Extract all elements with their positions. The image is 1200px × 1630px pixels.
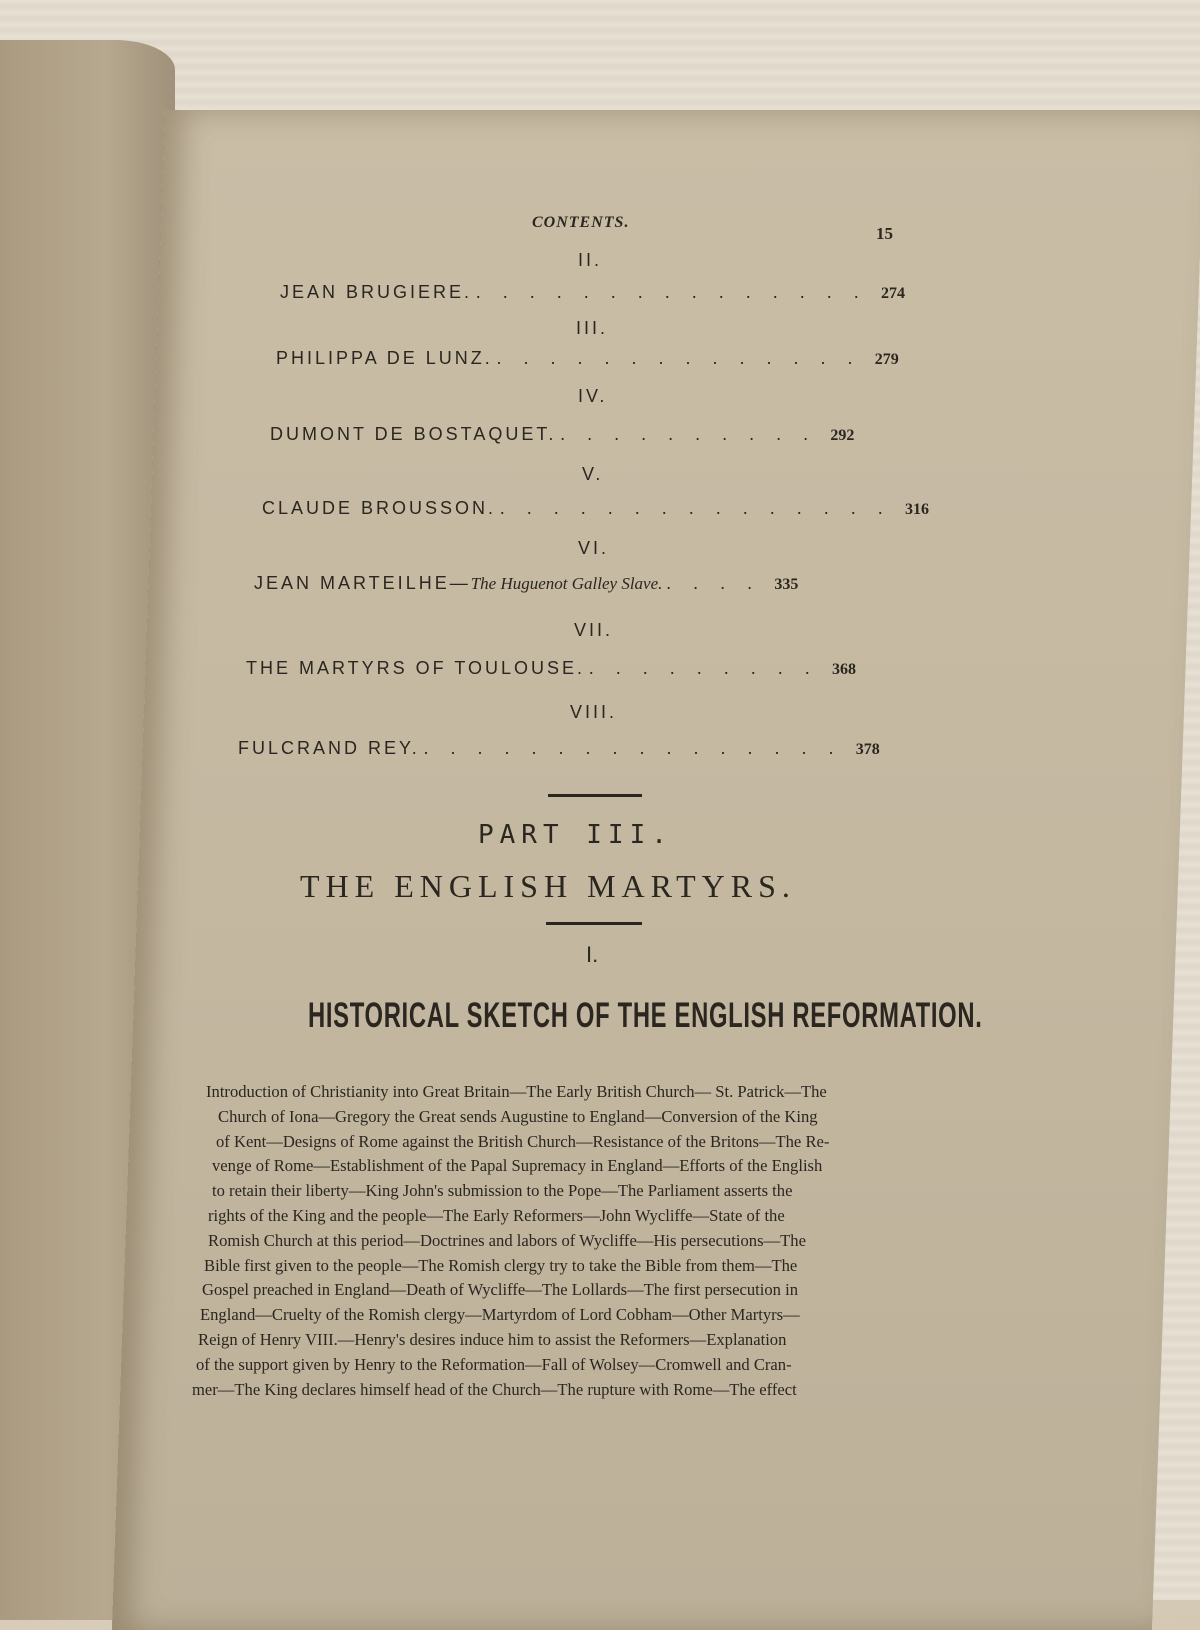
toc-entry xyxy=(280,282,905,303)
summary-line: Bible first given to the people—The Romish clergy try to take the Bible from them—The xyxy=(204,1255,798,1275)
summary-line: Romish Church at this period—Doctrines and labors of Wycliffe—His persecutions—The xyxy=(208,1230,806,1250)
entry-roman: III. xyxy=(576,318,609,338)
chapter-roman: I. xyxy=(586,942,599,967)
entry-page: 274 xyxy=(881,285,906,302)
summary-line: of Kent—Designs of Rome against the British Church—Resistance of the Britons—The Re- xyxy=(216,1131,830,1151)
summary-line: mer—The King declares himself head of the Church—The rupture with Rome—The effect xyxy=(192,1379,797,1399)
summary-line: England—Cruelty of the Romish clergy—Martyrdom of Lord Cobham—Other Martyrs— xyxy=(200,1305,800,1325)
entry-title: JEAN MARTEILHE— xyxy=(254,573,471,593)
entry-title: PHILIPPA DE LUNZ. xyxy=(276,348,493,368)
dot-leader: . . . . . . . . . . . . . . . . xyxy=(423,738,856,758)
dot-leader: . . . . . . . . . . xyxy=(560,424,831,444)
summary-line: to retain their liberty—King John's submission to the Pope—The Parliament asserts the xyxy=(212,1181,793,1201)
dot-leader: . . . . . . . . . . . . . . . xyxy=(500,498,906,518)
toc-entry xyxy=(262,498,929,519)
entry-page: 279 xyxy=(874,351,899,368)
divider-rule xyxy=(546,922,642,925)
toc-entry xyxy=(238,738,880,759)
summary-line: of the support given by Henry to the Reformation—Fall of Wolsey—Cromwell and Cran- xyxy=(196,1354,792,1374)
dot-leader: . . . . xyxy=(666,573,775,593)
summary-line: rights of the King and the people—The Early Reformers—John Wycliffe—State of the xyxy=(208,1205,785,1225)
entry-page: 316 xyxy=(905,501,930,518)
entry-title: DUMONT DE BOSTAQUET. xyxy=(270,424,557,444)
entry-roman: VII. xyxy=(574,620,614,640)
toc-entry xyxy=(270,424,854,445)
part-title: THE ENGLISH MARTYRS. xyxy=(300,868,796,904)
entry-roman: VI. xyxy=(578,538,610,558)
entry-page: 335 xyxy=(774,576,799,593)
entry-title: JEAN BRUGIERE. xyxy=(280,282,473,302)
dot-leader: . . . . . . . . . . . . . . xyxy=(496,348,875,368)
running-head: CONTENTS. xyxy=(532,214,630,231)
toc-entry xyxy=(254,573,798,594)
chapter-heading: HISTORICAL SKETCH OF THE ENGLISH REFORMATION. xyxy=(308,996,983,1035)
part-label: PART III. xyxy=(478,820,673,850)
entry-roman: V. xyxy=(582,464,604,484)
page-number: 15 xyxy=(876,224,893,243)
summary-line: Gospel preached in England—Death of Wycliffe—The Lollards—The first persecution in xyxy=(202,1280,799,1300)
divider-rule xyxy=(548,794,642,797)
entry-roman: IV. xyxy=(578,386,608,406)
entry-title: FULCRAND REY. xyxy=(238,738,420,758)
summary-line: venge of Rome—Establishment of the Papal Supremacy in England—Efforts of the English xyxy=(212,1156,823,1176)
entry-subtitle: The Huguenot Galley Slave. xyxy=(470,574,663,593)
entry-page: 292 xyxy=(830,427,855,444)
dot-leader: . . . . . . . . . . . . . . . xyxy=(476,282,882,302)
toc-entry xyxy=(276,348,899,369)
entry-page: 378 xyxy=(855,741,880,758)
entry-page: 368 xyxy=(832,661,857,678)
chapter-summary xyxy=(192,1080,966,1402)
entry-roman: II. xyxy=(578,250,603,270)
toc-entry xyxy=(246,658,856,679)
summary-line: Introduction of Christianity into Great Britain—The Early British Church— St. Patrick—The xyxy=(206,1082,827,1101)
entry-roman: VIII. xyxy=(570,702,618,722)
entry-title: CLAUDE BROUSSON. xyxy=(262,498,497,518)
summary-line: Reign of Henry VIII.—Henry's desires induce him to assist the Reformers—Explanation xyxy=(198,1329,787,1349)
entry-title: THE MARTYRS OF TOULOUSE. xyxy=(246,658,586,678)
dot-leader: . . . . . . . . . xyxy=(589,658,833,678)
summary-line: Church of Iona—Gregory the Great sends Augustine to England—Conversion of the King xyxy=(218,1106,818,1126)
